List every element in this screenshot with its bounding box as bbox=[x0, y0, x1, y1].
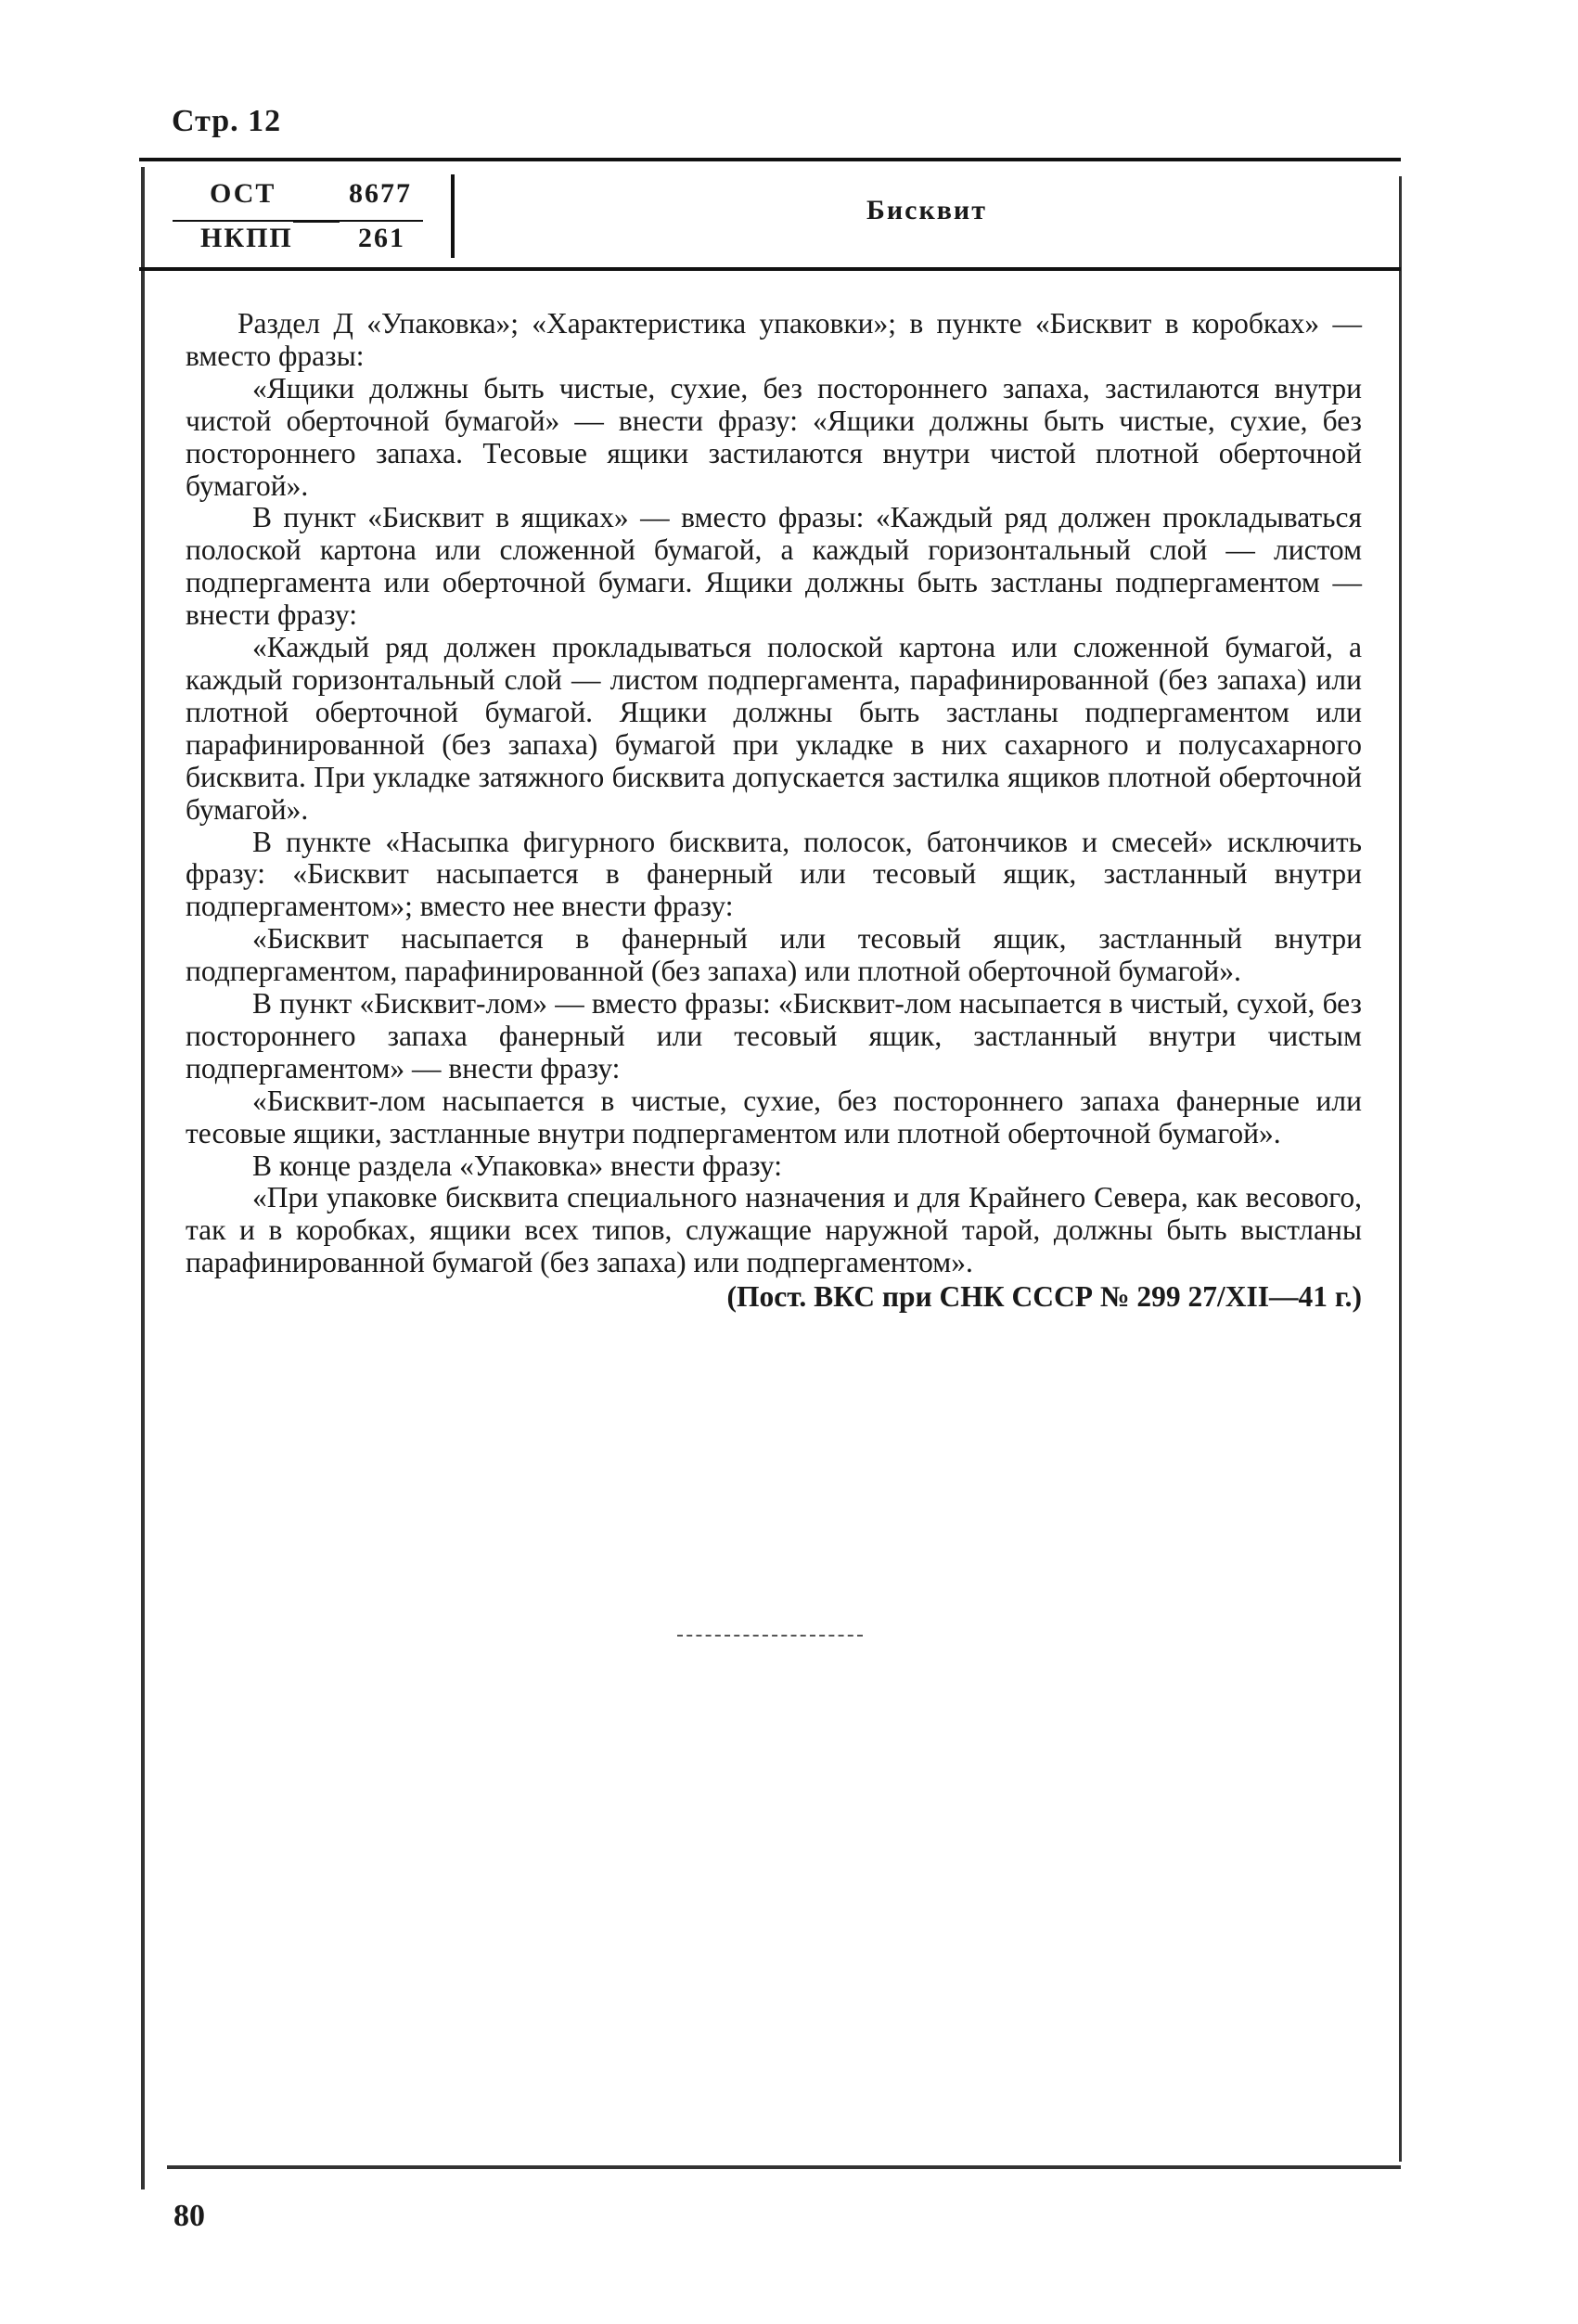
header-rule bbox=[139, 267, 1401, 271]
standard-fraction-line bbox=[173, 220, 423, 222]
standard-number-top: 8677 bbox=[349, 178, 412, 209]
right-border bbox=[1399, 176, 1402, 2162]
paragraph: «Бисквит-лом насыпается в чистые, сухие, без постороннего запаха фанерные или тесовые ящики, застланные внутри подпергаментом или плотной оберточной бумагой». bbox=[186, 1084, 1362, 1149]
document-header bbox=[145, 167, 1399, 267]
standard-org-bottom: НКПП bbox=[200, 223, 293, 253]
paragraph: В конце раздела «Упаковка» внести фразу: bbox=[252, 1149, 782, 1182]
paragraph: Раздел Д «Упаковка»; «Характеристика упаковки»; в пункте «Бисквит в коробках» — вместо фразы: bbox=[186, 307, 1362, 372]
bottom-rule bbox=[167, 2165, 1401, 2169]
paragraph: «Ящики должны быть чистые, сухие, без постороннего запаха, застилаются внутри чистой оберточной бумагой» — внести фразу: «Ящики должны быть чистые, сухие, без постороннего запаха. Тесовые ящики застилаются внутри чистой плотной оберточной бумагой». bbox=[186, 371, 1362, 502]
separator-dashes bbox=[677, 1635, 863, 1638]
left-border bbox=[141, 167, 145, 2189]
standard-org-top: ОСТ bbox=[210, 178, 276, 209]
paragraph: «Бисквит насыпается в фанерный или тесовый ящик, застланный внутри подпергаментом, парафинированной (без запаха) или плотной оберточной бумагой». bbox=[186, 922, 1362, 988]
body-text bbox=[186, 308, 1362, 1314]
paragraph: В пункт «Бисквит-лом» — вместо фразы: «Бисквит-лом насыпается в чистый, сухой, без постороннего запаха фанерный или тесовый ящик, застланный внутри чистым подпергаментом» — внести фразу: bbox=[186, 987, 1362, 1085]
citation: (Пост. ВКС при СНК СССР № 299 27/XII—41 г.) bbox=[726, 1280, 1362, 1314]
paragraph: «Каждый ряд должен прокладываться полоской картона или сложенной бумагой, а каждый горизонтальный слой — листом подпергамента, парафинированной (без запаха) или плотной оберточной бумагой. Ящики должны быть застланы подпергаментом или парафинированной (без запаха) бумагой при укладке в них сахарного и полусахарного бисквита. При укладке затяжного бисквита допускается застилка ящиков плотной оберточной бумагой». bbox=[186, 631, 1362, 826]
page-label: Стр. 12 bbox=[172, 104, 282, 138]
standard-number-bottom: 261 bbox=[358, 223, 405, 253]
paragraph: В пункте «Насыпка фигурного бисквита, полосок, батончиков и смесей» исключить фразу: «Бисквит насыпается в фанерный или тесовый ящик, застланный внутри подпергаментом»; вместо нее внести фразу: bbox=[186, 825, 1362, 923]
top-rule bbox=[139, 158, 1401, 161]
paragraph: «При упаковке бисквита специального назначения и для Крайнего Севера, как весового, так и в коробках, ящики всех типов, служащие наружной тарой, должны быть выстланы парафинированной бумагой (без запаха) или подпергаментом». bbox=[186, 1181, 1362, 1279]
page-number: 80 bbox=[173, 2199, 205, 2233]
paragraph: В пункт «Бисквит в ящиках» — вместо фразы: «Каждый ряд должен прокладываться полоской картона или сложенной бумагой, а каждый горизонтальный слой — листом подпергамента или оберточной бумаги. Ящики должны быть застланы подпергаментом — внести фразу: bbox=[186, 501, 1362, 632]
document-title: Бисквит bbox=[866, 195, 987, 225]
